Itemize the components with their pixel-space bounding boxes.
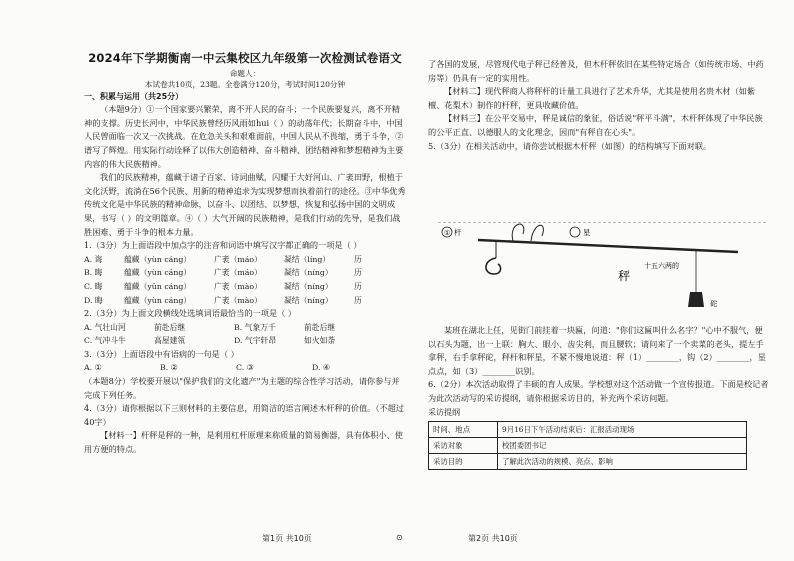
table-label-cell: 采访目的: [429, 454, 498, 470]
option-cell: 历: [354, 268, 362, 278]
option-cell: B. 气象万千: [234, 322, 276, 332]
option-row: [84, 334, 406, 348]
option-cell: 高屋建瓴: [154, 336, 186, 346]
question-1-options: [84, 253, 406, 307]
label-1-number: ①: [444, 230, 451, 237]
section-heading: 一、积累与运用（共25分）: [84, 91, 184, 101]
question-5: 5.（3分）在相关活动中，请你尝试根据木杆秤（如图）的结构填写下面对联。: [428, 140, 712, 151]
author-line: 命题人：: [229, 68, 261, 78]
label-mid: 十五六两的: [644, 262, 679, 270]
cord-shape-2: [531, 225, 543, 241]
material-2: 【材料二】现代秤商人将秤杆的计量工具进行了艺术升华，尤其是使用名贵木材（如紫檀、花梨木）制作的杆秤，更具收藏价值。: [428, 86, 756, 110]
table-value-cell: 9月16日下午活动结束后：汇报活动现场: [498, 422, 747, 438]
exam-title: 2024年下学期衡南一中云集校区九年级第一次检测试卷语文: [88, 51, 402, 65]
option-cell: 广袤（mào）: [214, 281, 262, 291]
table-title: 采访提纲: [428, 407, 460, 417]
option-cell: 凝结（níng）: [284, 281, 333, 291]
option-cell: 蕴藏（yǔn cáng）: [124, 281, 192, 291]
material-1: 【材料一】杆秤是秤的一种，是利用杠杆原理来称质量的简易衡器，具有体积小、使用方便的特点。: [84, 430, 403, 455]
question-2-options: [84, 321, 406, 348]
label-tuo: 砣: [710, 299, 718, 308]
option-cell: 广袤（máo）: [214, 254, 262, 264]
exam-info: 本试卷共10页，23题。全卷满分120分，考试时间120分钟: [144, 79, 346, 89]
right-column: [428, 58, 770, 153]
option-cell: A. 气壮山河: [84, 322, 126, 332]
option-row: [84, 294, 406, 308]
question-3: 3.（3分）上面语段中有语病的一句是（ ）: [84, 348, 239, 359]
option-row: [84, 280, 406, 294]
table-row: [429, 454, 747, 470]
option-cell: 蕴藏（yùn cáng）: [124, 254, 192, 264]
material-1-continued: 了各国的发展，尽管现代电子秤已经普及，但木杆秤依旧在某些特定场合（如传统市场、中药房等）仍具有一定的实用性。: [428, 59, 764, 83]
option-cell: 广袤（máo）: [214, 268, 262, 278]
option-cell: 凝结（níng）: [284, 268, 333, 278]
table-value-cell: 了解此次活动的规模、亮点、影响: [498, 454, 747, 470]
footer-left: 第1页 共10页: [262, 534, 312, 543]
question-3-options: [84, 361, 406, 375]
question-1: 1.（3分）为上面语段中加点字的注音和词语中填写汉字都正确的一项是（ ）: [84, 240, 362, 251]
option-cell: 如火如荼: [304, 336, 336, 346]
beam-shape: [478, 240, 738, 252]
option-cell: 前赴后继: [154, 322, 186, 332]
option-cell: A. 诲: [84, 254, 103, 264]
option-cell: C. ③: [236, 363, 254, 373]
option-cell: 历: [354, 254, 362, 264]
option-cell: 广袤（mào）: [214, 295, 262, 305]
option-cell: C. 气冲斗牛: [84, 336, 126, 346]
option-cell: D. 气宇轩昂: [234, 336, 277, 346]
left-column: [84, 52, 406, 457]
question-4: 4.（3分）请你根据以下三则材料的主要信息，用简洁的语言阐述木杆秤的价值。（不超过40字）: [84, 403, 405, 427]
question-6: 6.（2分）本次活动取得了丰硕的育人成果。学校想对这个活动做一个宣传报道。下面是校记者为此次活动写的采访提纲，请你根据采访目的，补充两个采访问题。: [428, 379, 769, 403]
option-cell: A. ①: [84, 363, 102, 373]
right-column-lower: [428, 324, 770, 470]
table-row: [429, 438, 747, 454]
table-row: [429, 422, 747, 438]
option-cell: B. ②: [160, 363, 178, 373]
table-value-cell: 校团委团书记: [498, 438, 747, 454]
option-cell: 蕴藏（yùn cáng）: [124, 295, 192, 305]
option-cell: 蕴藏（yùn cáng）: [124, 268, 192, 278]
option-cell: B. 晦: [84, 268, 103, 278]
table-label-cell: 时间、地点: [429, 422, 498, 438]
option-cell: C. 晦: [84, 281, 103, 291]
table-label-cell: 采访对象: [429, 438, 498, 454]
interview-outline-table: [428, 421, 747, 470]
cord-shape: [512, 224, 524, 241]
option-row: [84, 266, 406, 280]
passage-paragraph-2: 我们的民族精神，蕴藏于诸子百家、诗词曲赋，闪耀于大好河山、广袤田野，根植于文化沃野，流淌在56个民族、用新的精神追求为实现梦想而执着前行的途径。③中华优秀传统文化是中华民族的精神命脉，以奋斗、以团结、以梦想，恢复和弘扬中国的文明成果，书写（ ）的文明篇章。④（ ）大气开阔的民族精神，是我们行动的先导，是我们战胜困难、勇于斗争的根本力量。: [84, 172, 406, 237]
question-5-story: 某班在湖北上任，见街门前挂着一块匾，问道："你们这匾叫什么名字？"心中不服气，便以石头为题，出一上联：胸大、眼小、齿尖利，而且腰软；请问来了一个卖菜的老头，提左手拿秤，右手拿秤砣，秤杆和秤星，不紧不慢地说道：秤（1）________，钩（2）________，星点点，如（3）________识别。: [428, 325, 766, 376]
option-row: [84, 321, 406, 335]
option-cell: 历: [354, 281, 362, 291]
option-row: [84, 253, 406, 267]
option-cell: 前赴后继: [304, 322, 336, 332]
label-gan: 杆: [454, 228, 462, 237]
center-mark-icon: ⊙: [396, 533, 403, 542]
material-3: 【材料三】在公平交易中，秤是诚信的象征，俗话说"秤平斗满"，木杆秤体现了中华民族的公平正直、以德服人的文化理念，因而"有秤自在心头"。: [428, 113, 763, 137]
option-cell: 凝结（níng）: [284, 295, 333, 305]
label-2-circle: [570, 227, 580, 237]
question-4-intro: （本题8分）学校要开展以"保护我们的文化遗产"为主题的综合性学习活动，请你参与并完成下列任务。: [84, 376, 400, 400]
steelyard-diagram: [438, 222, 768, 322]
label-chen: 秤: [618, 269, 631, 283]
option-cell: D. ④: [312, 363, 330, 373]
passage-paragraph-1: （本题9分）①一个国家要兴繁荣，离不开人民的奋斗；一个民族要复兴，离不开精神的支撑。历史长河中，中华民族曾经历风雨如hui（ ）的动荡年代；长期奋斗中，中国人民曾面临一次又一次挑战。在危急关头和艰难面前，中国人民从不畏缩，勇于斗争，②谱写了辉煌。用实际行动诠释了以伟大创造精神、奋斗精神、团结精神和梦想精神为主要内容的伟大民族精神。: [84, 104, 404, 169]
option-cell: 凝结（líng）: [284, 254, 331, 264]
question-2: 2.（3分）为上面文段横线处选填词语最恰当的一项是（ ）: [84, 308, 297, 319]
footer-right: 第2页 共10页: [468, 534, 518, 543]
label-xing: 星: [583, 228, 591, 237]
option-cell: 历: [354, 295, 362, 305]
option-cell: D. 晦: [84, 295, 103, 305]
hook-shape: [486, 258, 501, 274]
weight-shape: [688, 292, 704, 307]
